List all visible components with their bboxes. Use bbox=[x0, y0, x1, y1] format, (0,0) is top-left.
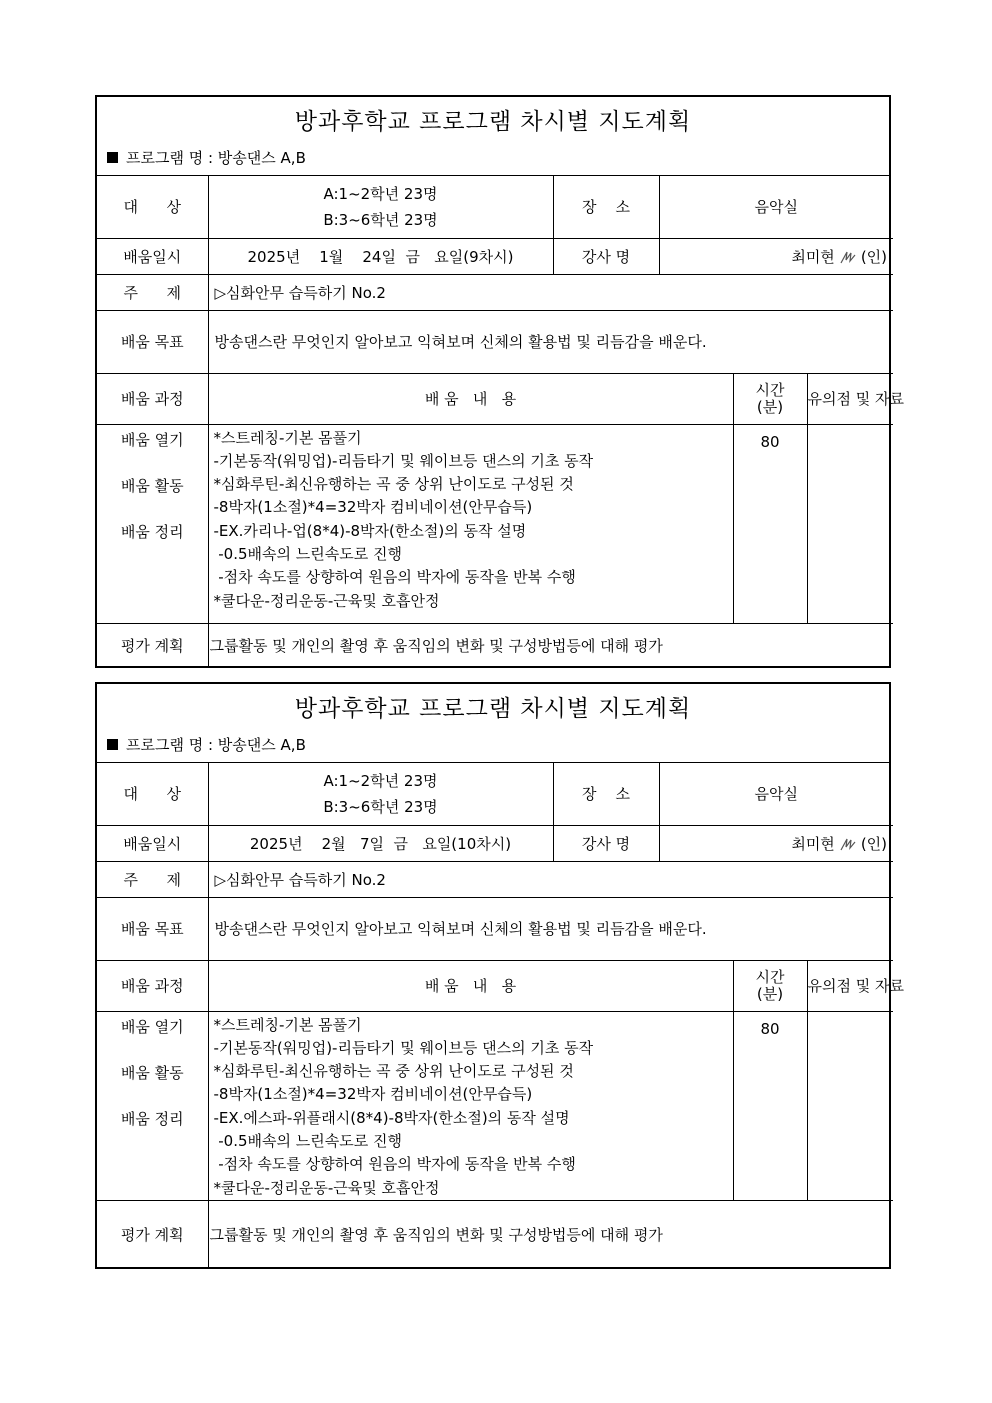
teacher-name: 최미현 bbox=[791, 247, 835, 266]
eval-value: 그룹활동 및 개인의 촬영 후 움직임의 변화 및 구성방법등에 대해 평가 bbox=[208, 623, 893, 667]
eval-label: 평가 계획 bbox=[97, 623, 208, 667]
signature-icon bbox=[839, 249, 857, 265]
content-line: -0.5배속의 느린속도로 진행 bbox=[213, 1131, 402, 1150]
time-header bbox=[733, 373, 807, 424]
goal-value: 방송댄스란 무엇인지 알아보고 익혀보며 신체의 활용법 및 리듬감을 배운다. bbox=[208, 897, 893, 960]
target-line: B:3~6학년 23명 bbox=[323, 210, 438, 229]
content-list bbox=[208, 424, 733, 623]
content-line: -EX.에스파-위플래시(8*4)-8박자(한소절)의 동작 설명 bbox=[213, 1108, 570, 1127]
content-line: -기본동작(워밍업)-리듬타기 및 웨이브등 댄스의 기초 동작 bbox=[213, 451, 594, 470]
stage-item: 배움 활동 bbox=[120, 1063, 184, 1082]
stage-list bbox=[97, 1011, 208, 1200]
target-line: B:3~6학년 23명 bbox=[323, 797, 438, 816]
time-header-unit: (분) bbox=[756, 397, 784, 416]
stage-item: 배움 정리 bbox=[120, 1109, 184, 1128]
square-bullet-icon bbox=[107, 739, 118, 750]
program-name bbox=[107, 734, 306, 755]
teacher-name: 최미현 bbox=[791, 834, 835, 853]
place-label: 장 소 bbox=[553, 763, 659, 825]
plan-title: 방과후학교 프로그램 차시별 지도계획 bbox=[294, 696, 692, 722]
content-line: *쿨다운-정리운동-근육및 호흡안정 bbox=[213, 1178, 440, 1197]
teacher-seal: (인) bbox=[860, 834, 888, 853]
content-line: *쿨다운-정리운동-근육및 호흡안정 bbox=[213, 591, 440, 610]
target-label: 대 상 bbox=[97, 763, 208, 825]
content-header: 배 움 내 용 bbox=[208, 373, 733, 424]
date-label: 배움일시 bbox=[97, 825, 208, 861]
content-line: -8박자(1소절)*4=32박자 컴비네이션(안무습득) bbox=[213, 498, 533, 517]
plan-table bbox=[97, 176, 904, 667]
content-line: *심화루틴-최신유행하는 곡 중 상위 난이도로 구성된 것 bbox=[213, 475, 574, 494]
teacher-seal: (인) bbox=[860, 247, 888, 266]
topic-value: ▷심화안무 습득하기 No.2 bbox=[208, 861, 893, 897]
content-line: -8박자(1소절)*4=32박자 컴비네이션(안무습득) bbox=[213, 1085, 533, 1104]
process-header: 배움 과정 bbox=[97, 960, 208, 1011]
time-value: 80 bbox=[733, 424, 807, 623]
time-header-unit: (분) bbox=[756, 984, 784, 1003]
time-header bbox=[733, 960, 807, 1011]
content-line: *심화루틴-최신유행하는 곡 중 상위 난이도로 구성된 것 bbox=[213, 1062, 574, 1081]
time-header-line: 시간 bbox=[755, 967, 785, 986]
target-label: 대 상 bbox=[97, 176, 208, 238]
teacher-label: 강사 명 bbox=[553, 238, 659, 274]
teacher-value bbox=[659, 825, 893, 861]
plan-table bbox=[97, 763, 904, 1268]
place-label: 장 소 bbox=[553, 176, 659, 238]
date-value: 2025년 2월 7일 금 요일(10차시) bbox=[208, 825, 553, 861]
target-value bbox=[208, 176, 553, 238]
plan-title: 방과후학교 프로그램 차시별 지도계획 bbox=[294, 109, 692, 135]
teacher-label: 강사 명 bbox=[553, 825, 659, 861]
stage-list bbox=[97, 424, 208, 623]
teacher-value bbox=[659, 238, 893, 274]
date-label: 배움일시 bbox=[97, 238, 208, 274]
eval-value: 그룹활동 및 개인의 촬영 후 움직임의 변화 및 구성방법등에 대해 평가 bbox=[208, 1200, 893, 1268]
program-name-text: 프로그램 명 : 방송댄스 A,B bbox=[126, 149, 306, 167]
notes-header: 유의점 및 자료 bbox=[807, 960, 893, 1011]
stage-item: 배움 열기 bbox=[120, 430, 184, 449]
place-value: 음악실 bbox=[659, 176, 893, 238]
content-line: *스트레칭-기본 몸풀기 bbox=[213, 1015, 362, 1034]
lesson-plan-1 bbox=[95, 95, 904, 668]
stage-item: 배움 활동 bbox=[120, 476, 184, 495]
content-line: *스트레칭-기본 몸풀기 bbox=[213, 428, 362, 447]
target-line: A:1~2학년 23명 bbox=[323, 184, 438, 203]
goal-label: 배움 목표 bbox=[97, 897, 208, 960]
square-bullet-icon bbox=[107, 152, 118, 163]
plan-header bbox=[97, 684, 889, 763]
signature-icon bbox=[839, 836, 857, 852]
content-line: -EX.카리나-업(8*4)-8박자(한소절)의 동작 설명 bbox=[213, 521, 527, 540]
date-value: 2025년 1월 24일 금 요일(9차시) bbox=[208, 238, 553, 274]
topic-label: 주 제 bbox=[97, 861, 208, 897]
content-line: -기본동작(워밍업)-리듬타기 및 웨이브등 댄스의 기초 동작 bbox=[213, 1038, 594, 1057]
notes-value bbox=[807, 1011, 893, 1200]
stage-item: 배움 정리 bbox=[120, 522, 184, 541]
topic-label: 주 제 bbox=[97, 274, 208, 310]
time-value: 80 bbox=[733, 1011, 807, 1200]
program-name bbox=[107, 147, 306, 168]
content-list bbox=[208, 1011, 733, 1200]
target-line: A:1~2학년 23명 bbox=[323, 771, 438, 790]
place-value: 음악실 bbox=[659, 763, 893, 825]
topic-value: ▷심화안무 습득하기 No.2 bbox=[208, 274, 893, 310]
target-value bbox=[208, 763, 553, 825]
notes-value bbox=[807, 424, 893, 623]
content-header: 배 움 내 용 bbox=[208, 960, 733, 1011]
content-line: -점차 속도를 상향하여 원음의 박자에 동작을 반복 수행 bbox=[213, 568, 576, 587]
notes-header: 유의점 및 자료 bbox=[807, 373, 893, 424]
process-header: 배움 과정 bbox=[97, 373, 208, 424]
lesson-plan-2 bbox=[95, 682, 904, 1269]
goal-value: 방송댄스란 무엇인지 알아보고 익혀보며 신체의 활용법 및 리듬감을 배운다. bbox=[208, 310, 893, 373]
time-header-line: 시간 bbox=[755, 380, 785, 399]
content-line: -점차 속도를 상향하여 원음의 박자에 동작을 반복 수행 bbox=[213, 1155, 576, 1174]
goal-label: 배움 목표 bbox=[97, 310, 208, 373]
stage-item: 배움 열기 bbox=[120, 1017, 184, 1036]
content-line: -0.5배속의 느린속도로 진행 bbox=[213, 544, 402, 563]
plan-header bbox=[97, 97, 889, 176]
program-name-text: 프로그램 명 : 방송댄스 A,B bbox=[126, 736, 306, 754]
eval-label: 평가 계획 bbox=[97, 1200, 208, 1268]
